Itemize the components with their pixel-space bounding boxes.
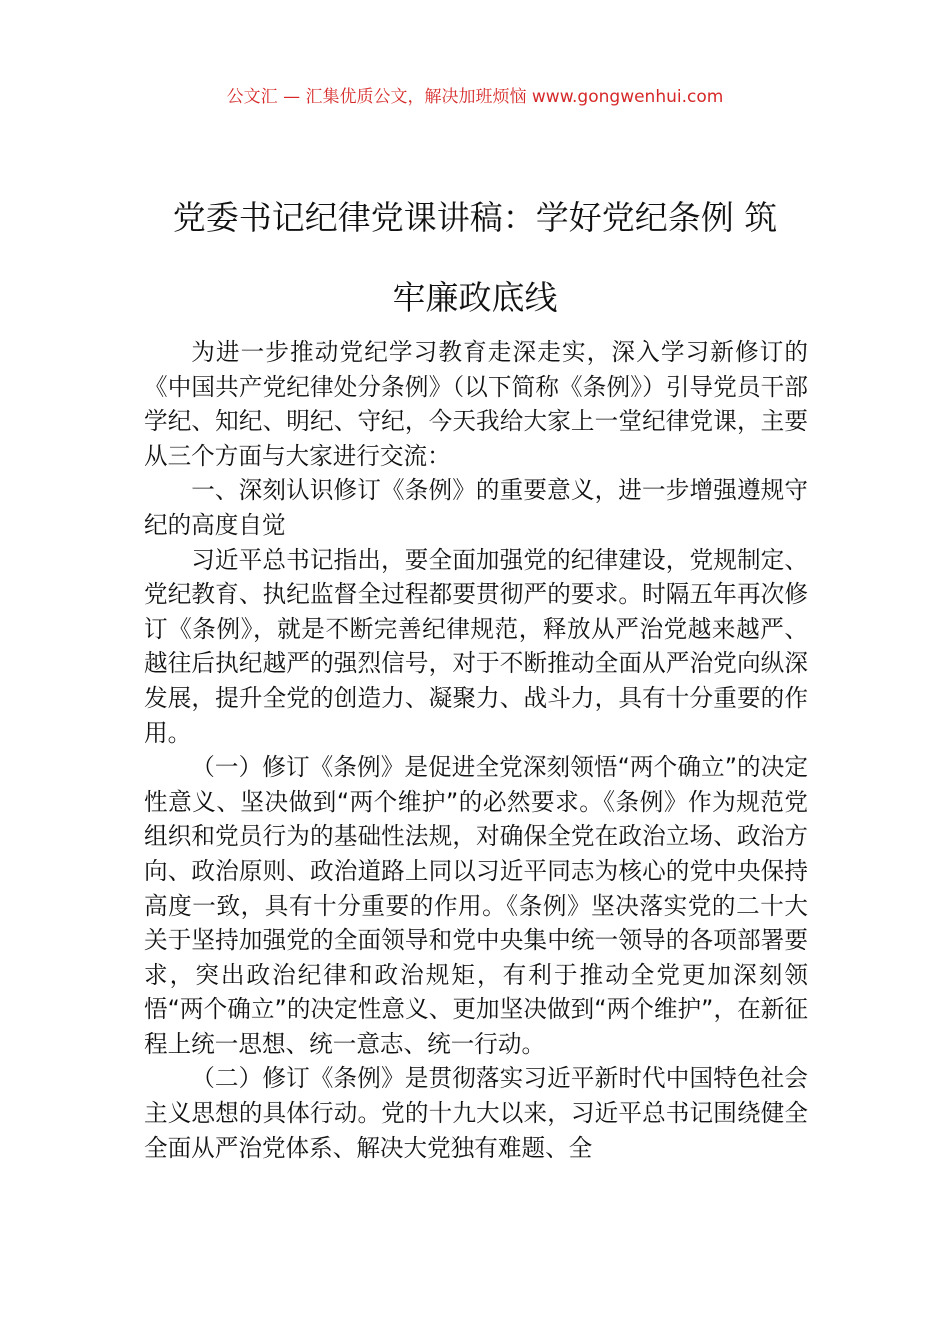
header-banner: 公文汇 — 汇集优质公文，解决加班烦恼 www.gongwenhui.com [226, 87, 724, 107]
document-title [120, 178, 830, 338]
document-title-line-2: 牢廉政底线 [392, 278, 558, 317]
paragraph-subsection-1: （一）修订《条例》是促进全党深刻领悟“两个确立”的决定性意义、坚决做到“两个维护”的必然要求。《条例》作为规范党组织和党员行为的基础性法规，对确保全党在政治立场、政治方向、政治原则、政治道路上同以习近平同志为核心的党中央保持高度一致，具有十分重要的作用。《条例》坚决落实党的二十大关于坚持加强党的全面领导和党中央集中统一领导的各项部署要求，突出政治纪律和政治规矩，有利于推动全党更加深刻领悟“两个确立”的决定性意义、更加坚决做到“两个维护”，在新征程上统一思想、统一意志、统一行动。 [144, 753, 808, 1058]
paragraph-intro: 为进一步推动党纪学习教育走深走实，深入学习新修订的《中国共产党纪律处分条例》（以下简称《条例》）引导党员干部学纪、知纪、明纪、守纪，今天我给大家上一堂纪律党课，主要从三个方面与大家进行交流： [144, 338, 808, 470]
section-heading-1: 一、深刻认识修订《条例》的重要意义，进一步增强遵规守纪的高度自觉 [144, 476, 808, 539]
document-body [144, 335, 808, 1165]
document-title-line-1: 党委书记纪律党课讲稿：学好党纪条例 筑 [172, 198, 778, 237]
paragraph-subsection-2: （二）修订《条例》是贯彻落实习近平新时代中国特色社会主义思想的具体行动。党的十九大以来，习近平总书记围绕健全全面从严治党体系、解决大党独有难题、全 [144, 1064, 808, 1162]
paragraph-section-1: 习近平总书记指出，要全面加强党的纪律建设，党规制定、党纪教育、执纪监督全过程都要贯彻严的要求。时隔五年再次修订《条例》，就是不断完善纪律规范，释放从严治党越来越严、越往后执纪越严的强烈信号，对于不断推动全面从严治党向纵深发展，提升全党的创造力、凝聚力、战斗力，具有十分重要的作用。 [144, 545, 808, 747]
